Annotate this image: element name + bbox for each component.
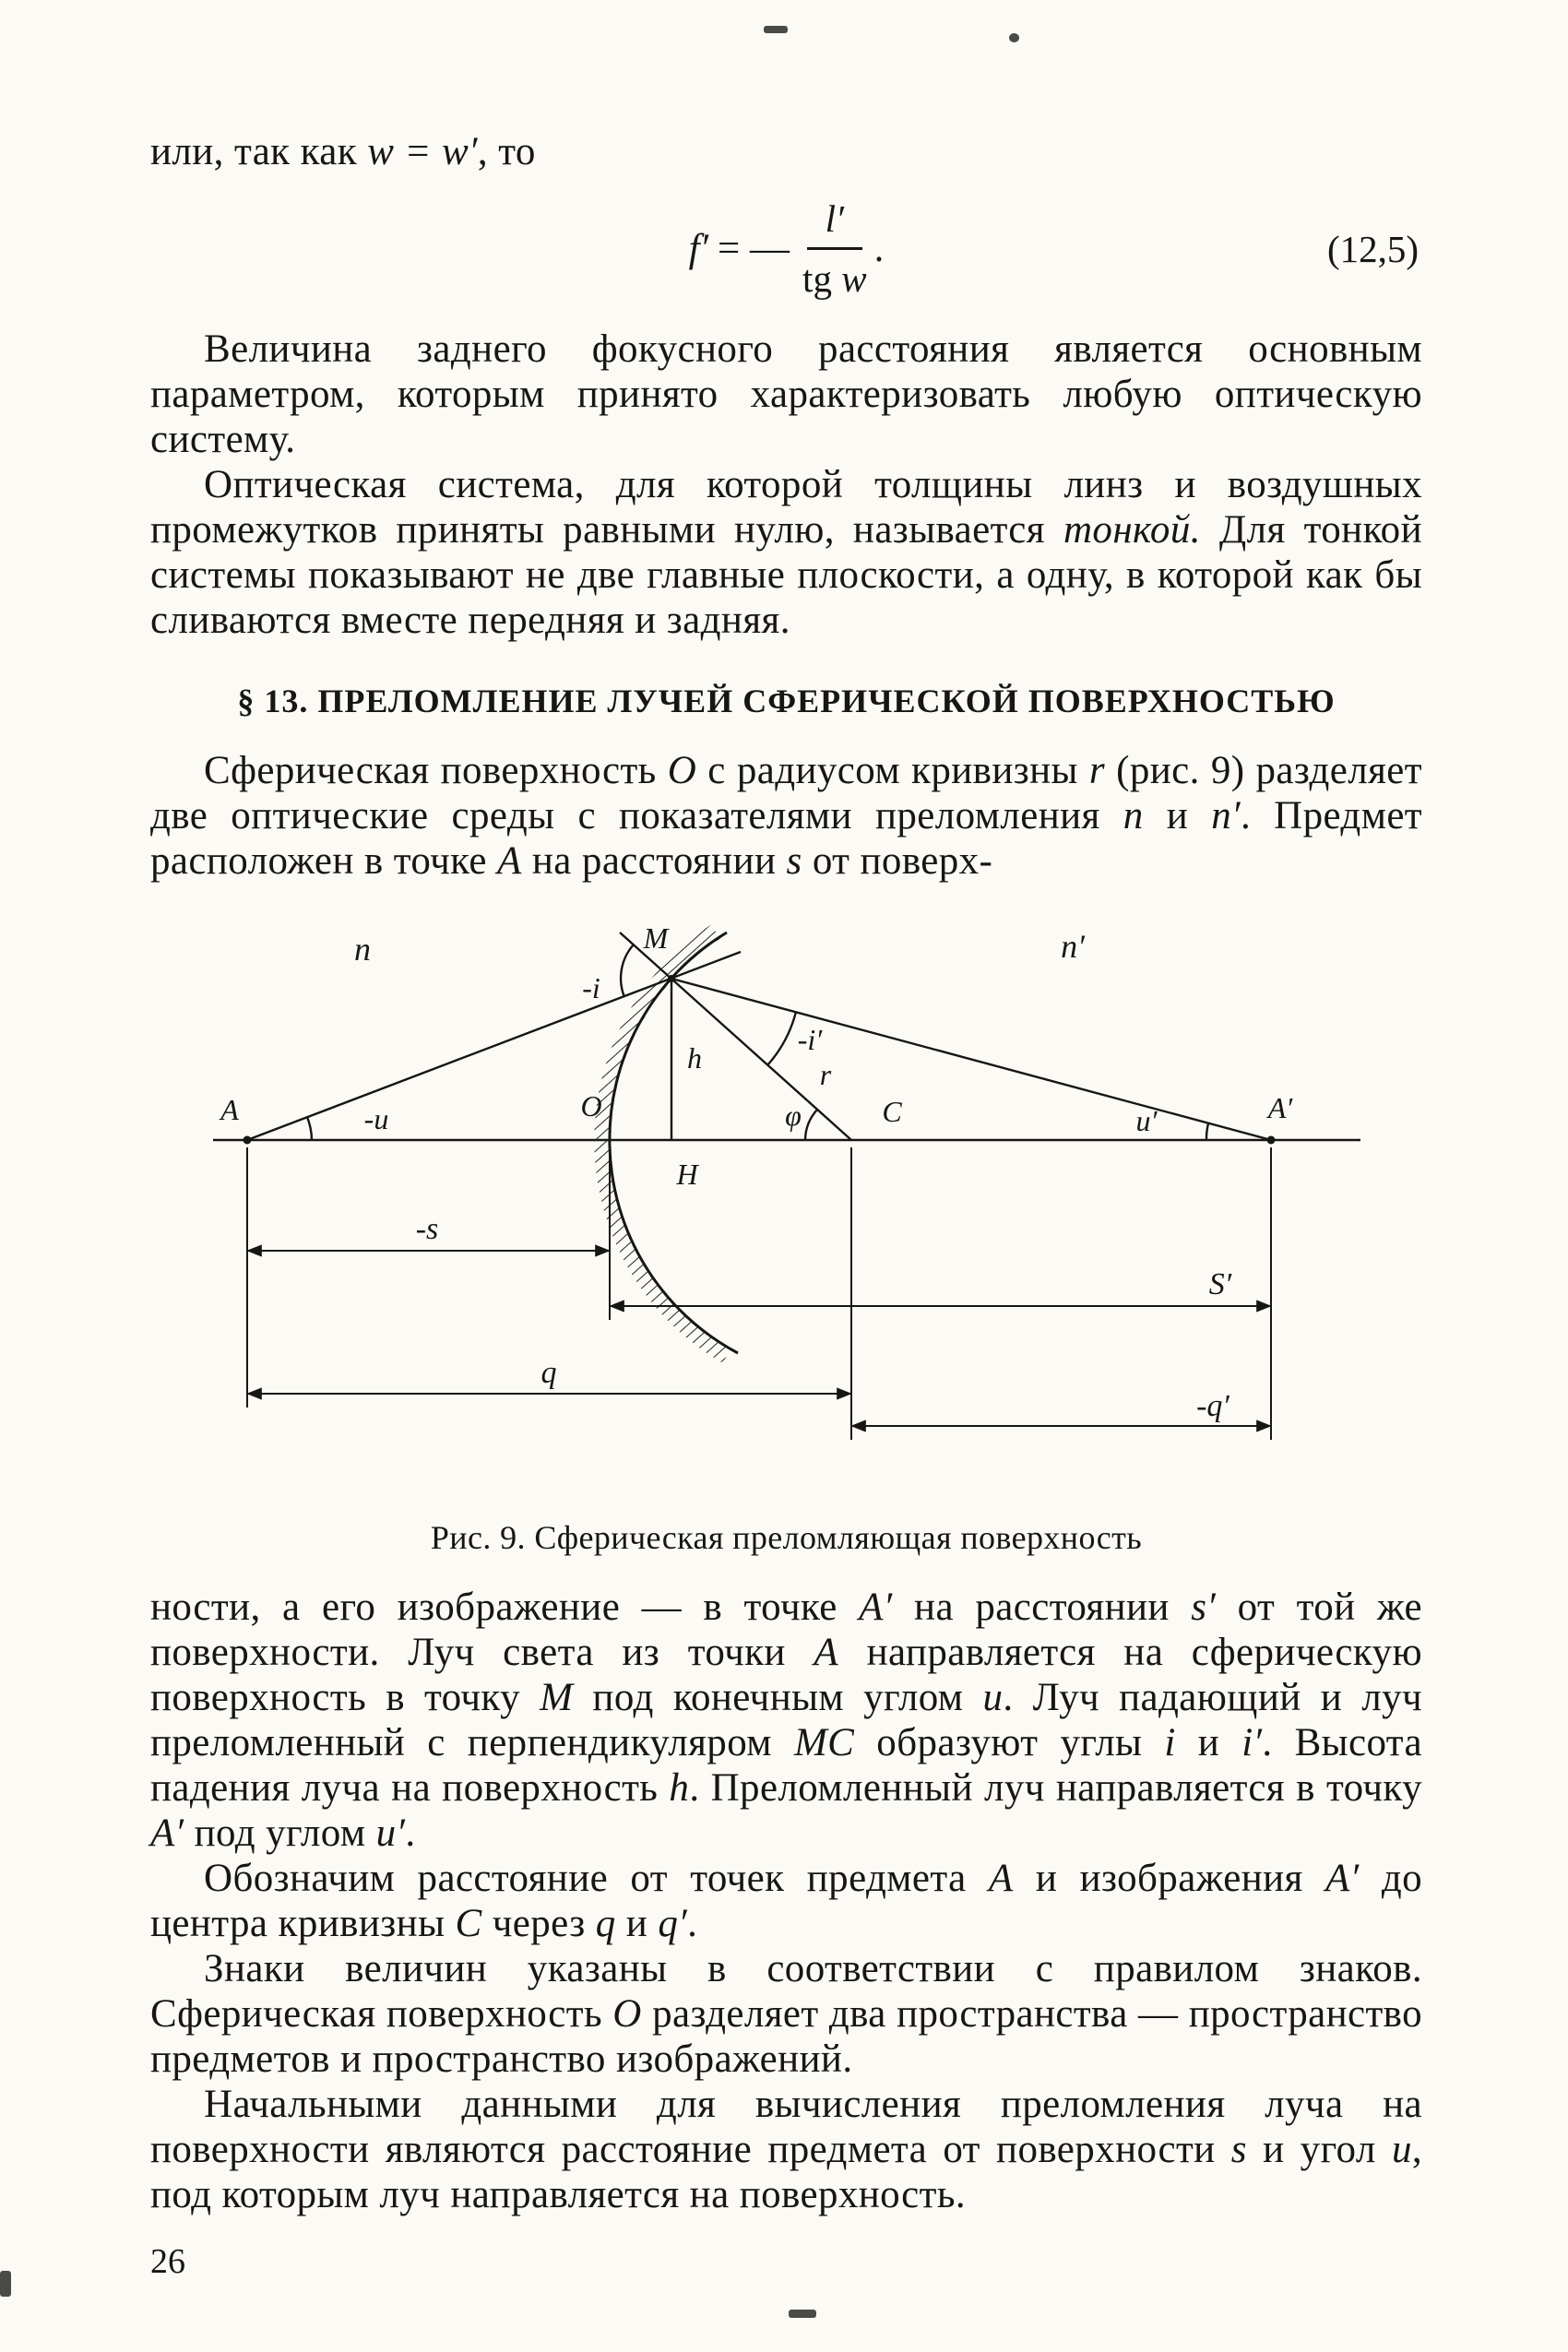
paragraph-3: Сферическая поверхность O с радиусом кривизны r (рис. 9) разделяет две оптические среды с показателями преломления n и n′. Предмет расположен в точке A на расстоянии s от поверх- xyxy=(150,749,1422,883)
figure-9 xyxy=(150,909,1422,1557)
label-r: r xyxy=(819,1058,831,1091)
equation-lhs: f′ xyxy=(688,227,709,270)
paragraph-5: Обозначим расстояние от точек предмета A и изображения A′ до центра кривизны C через q и q′. xyxy=(150,1857,1422,1945)
angle-u-arc xyxy=(307,1117,312,1140)
fraction-denominator: tg w xyxy=(802,257,867,300)
equation-relation: = — xyxy=(718,227,790,270)
paragraph-4: ности, а его изображение — в точке A′ на расстоянии s′ от той же поверхности. Луч света из точки A направляется на сферическую поверхность в точку M под конечным углом u. Луч падающий и луч преломленный с перпендикуляром MC образуют углы i и i′. Высота падения луча на поверхность h. Преломленный луч направляется в точку A′ под углом u′. xyxy=(150,1586,1422,1855)
paragraph-1: Величина заднего фокусного расстояния является основным параметром, которым принято характеризовать любую оптическую систему. xyxy=(150,327,1422,461)
equation-12-5 xyxy=(150,196,1422,301)
label-a: A xyxy=(220,1093,239,1126)
label-u-prime: u′ xyxy=(1135,1104,1157,1137)
figure-caption: Рис. 9. Сферическая преломляющая поверхность xyxy=(430,1519,1143,1556)
scan-speck xyxy=(764,26,788,33)
point-m xyxy=(668,975,675,982)
equation-period: . xyxy=(873,227,885,270)
angle-i-prime-arc xyxy=(767,1012,796,1065)
label-phi: φ xyxy=(784,1099,802,1132)
page-number: 26 xyxy=(150,2242,185,2281)
label-minus-s: -s xyxy=(415,1212,438,1246)
label-m: M xyxy=(643,921,668,955)
paragraph-2: Оптическая система, для которой толщины линз и воздушных промежутков приняты равными нулю, называется тонкой. Для тонкой системы показывают не две главные плоскости, а одну, в которой как бы сливаются вместе передняя и задняя. xyxy=(150,463,1422,642)
angle-u-prime-arc xyxy=(1206,1123,1207,1140)
paragraph-7: Начальными данными для вычисления преломления луча на поверхности являются расстояние предмета от поверхности s и угол u, под которым луч направляется на поверхность. xyxy=(150,2083,1422,2216)
scan-speck xyxy=(789,2310,816,2318)
label-h-point: H xyxy=(675,1158,698,1191)
incident-ray xyxy=(247,952,741,1140)
label-n-prime: n′ xyxy=(1060,928,1085,965)
label-minus-u: -u xyxy=(363,1102,388,1135)
label-h: h xyxy=(686,1041,702,1075)
equation-fraction xyxy=(802,196,867,301)
label-s-prime: S′ xyxy=(1208,1267,1231,1301)
scan-speck xyxy=(0,2271,11,2297)
fraction-numerator: l′ xyxy=(807,196,862,250)
intro-line: или, так как w = w′, то xyxy=(150,130,536,173)
label-n: n xyxy=(353,931,371,968)
label-a-prime: A′ xyxy=(1267,1091,1292,1124)
spherical-refracting-surface-diagram xyxy=(206,909,1368,1481)
paragraph-6: Знаки величин указаны в соответствии с правилом знаков. Сферическая поверхность O разделяет два пространства — пространство предметов и пространство изображений. xyxy=(150,1947,1422,2081)
point-a xyxy=(243,1136,251,1145)
label-minus-i-prime: -i′ xyxy=(797,1023,822,1056)
label-c: C xyxy=(881,1095,902,1128)
point-a-prime xyxy=(1266,1136,1275,1145)
angle-i-arc xyxy=(621,944,634,997)
label-q: q xyxy=(540,1356,556,1390)
label-minus-q-prime: -q′ xyxy=(1195,1389,1229,1423)
section-heading: § 13. ПРЕЛОМЛЕНИЕ ЛУЧЕЙ СФЕРИЧЕСКОЙ ПОВЕРХНОСТЬЮ xyxy=(237,683,1336,719)
label-o: O xyxy=(579,1089,602,1123)
scan-speck xyxy=(1009,33,1019,42)
label-minus-i: -i xyxy=(581,971,600,1004)
equation-number: (12,5) xyxy=(1326,227,1419,270)
angle-phi-arc xyxy=(805,1110,817,1140)
